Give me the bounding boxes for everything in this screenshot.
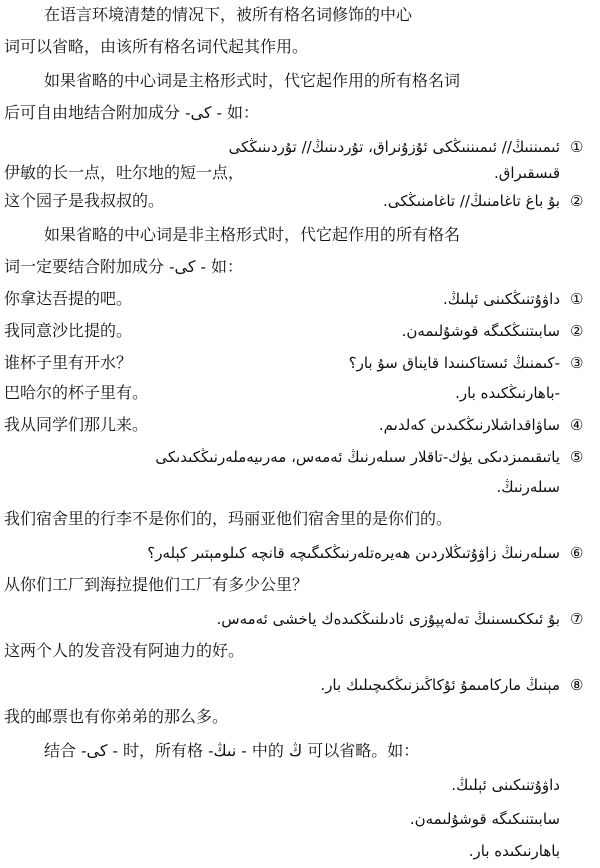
paragraph-text: 词一定要结合附加成分 -كى - 如：	[4, 257, 244, 276]
paragraph-line	[0, 34, 600, 60]
example-line	[0, 806, 600, 832]
uyghur-example: سابىتنىڭكىگە قوشۇلىمەن.	[401, 322, 560, 340]
uyghur-example: ئىمىننىڭ// ئىمىننىڭكى ئۇزۇنراق، تۇردىنىڭ// تۇردىنىڭكى	[228, 138, 560, 156]
example-line	[0, 350, 600, 376]
uyghur-example: سابىتنىكىگە قوشۇلىمەن.	[409, 810, 560, 828]
chinese-translation: 伊敏的长一点，吐尔地的短一点，	[4, 163, 245, 182]
chinese-translation: 我同意沙比提的。	[4, 321, 133, 340]
example-line	[0, 160, 600, 186]
example-number: ①	[570, 138, 584, 156]
chinese-translation: 这两个人的发音没有阿迪力的好。	[4, 641, 245, 660]
paragraph-text: 如果省略的中心词是主格形式时，代它起作用的所有格名词	[44, 71, 461, 90]
chinese-translation: 我的邮票也有你弟弟的那么多。	[4, 707, 229, 726]
example-number: ②	[570, 322, 584, 340]
example-line	[0, 506, 600, 532]
example-number: ③	[570, 354, 584, 372]
uyghur-example: بۇ ئىككىسىنىڭ تەلەپپۇزى ئادىلنىڭكىدەك ياخشى ئەمەس.	[216, 610, 560, 628]
chinese-translation: 这个园子是我叔叔的。	[4, 191, 165, 210]
uyghur-example: -كىمنىڭ ئىستاكىنىدا قايناق سۇ بار؟	[348, 354, 560, 372]
chinese-translation: 我们宿舍里的行李不是你们的，玛丽亚他们宿舍里的是你们的。	[4, 509, 453, 528]
paragraph-line	[0, 100, 600, 126]
paragraph-text: 在语言环境清楚的情况下，被所有格名词修饰的中心	[44, 5, 413, 24]
example-line	[0, 704, 600, 730]
uyghur-example: باھارنىكىدە بار.	[468, 842, 560, 860]
chinese-translation: 我从同学们那儿来。	[4, 415, 149, 434]
example-line	[0, 672, 600, 698]
uyghur-example: مېنىڭ ماركامىمۇ ئۇكاڭىزنىڭكىچىلىك بار.	[320, 676, 560, 694]
example-line	[0, 380, 600, 406]
paragraph-line	[0, 2, 600, 28]
uyghur-example: ياتىقىمىزدىكى يۈك-تاقلار سىلەرنىڭ ئەمەس، مەرىيەملەرنىڭكىدىكى	[155, 448, 560, 466]
example-line	[0, 412, 600, 438]
paragraph-text: 如果省略的中心词是非主格形式时，代它起作用的所有格名	[44, 225, 461, 244]
paragraph-line	[0, 738, 600, 764]
uyghur-example: سىلەرنىڭ.	[496, 478, 560, 496]
example-number: ⑥	[570, 544, 584, 562]
uyghur-example: داۋۇتنىڭكىنى ئېلىڭ.	[442, 290, 560, 308]
example-line	[0, 838, 600, 864]
example-number: ①	[570, 290, 584, 308]
uyghur-example: ساۋاقداشلارنىڭكىدىن كەلدىم.	[378, 416, 560, 434]
paragraph-line	[0, 222, 600, 248]
paragraph-text: 结合 -كى - 时，所有格 -نىڭ - 中的 ڭ 可以省略。如：	[44, 741, 420, 760]
example-number: ②	[570, 192, 584, 210]
example-number: ⑧	[570, 676, 584, 694]
paragraph-line	[0, 254, 600, 280]
uyghur-example: داۋۇتنىكىنى ئېلىڭ.	[451, 776, 560, 794]
example-line	[0, 286, 600, 312]
example-number: ④	[570, 416, 584, 434]
example-line	[0, 638, 600, 664]
example-line	[0, 540, 600, 566]
chinese-translation: 从你们工厂到海拉提他们工厂有多少公里？	[4, 575, 309, 594]
paragraph-line	[0, 68, 600, 94]
example-line	[0, 134, 600, 160]
chinese-translation: 谁杯子里有开水？	[4, 353, 133, 372]
chinese-translation: 你拿达吾提的吧。	[4, 289, 133, 308]
paragraph-text: 后可自由地结合附加成分 -كى - 如：	[4, 103, 260, 122]
example-line	[0, 318, 600, 344]
uyghur-example: قىسقىراق.	[493, 164, 560, 182]
uyghur-example: سىلەرنىڭ زاۋۇتىڭلاردىن ھەيرەتلەرنىڭكىگىچە قانچە كىلومېتىر كېلەر؟	[147, 544, 560, 562]
example-number: ⑦	[570, 610, 584, 628]
uyghur-example: -باھارنىڭكىدە بار.	[455, 384, 560, 402]
uyghur-example: بۇ باغ تاغامنىڭ// تاغامنىڭكى.	[382, 192, 560, 210]
example-line	[0, 188, 600, 214]
example-number: ⑤	[570, 448, 584, 466]
example-line	[0, 772, 600, 798]
chinese-translation: 巴哈尔的杯子里有。	[4, 383, 149, 402]
paragraph-text: 词可以省略，由该所有格名词代起其作用。	[4, 37, 309, 56]
example-line	[0, 444, 600, 470]
example-line	[0, 572, 600, 598]
example-line	[0, 606, 600, 632]
example-line	[0, 474, 600, 500]
